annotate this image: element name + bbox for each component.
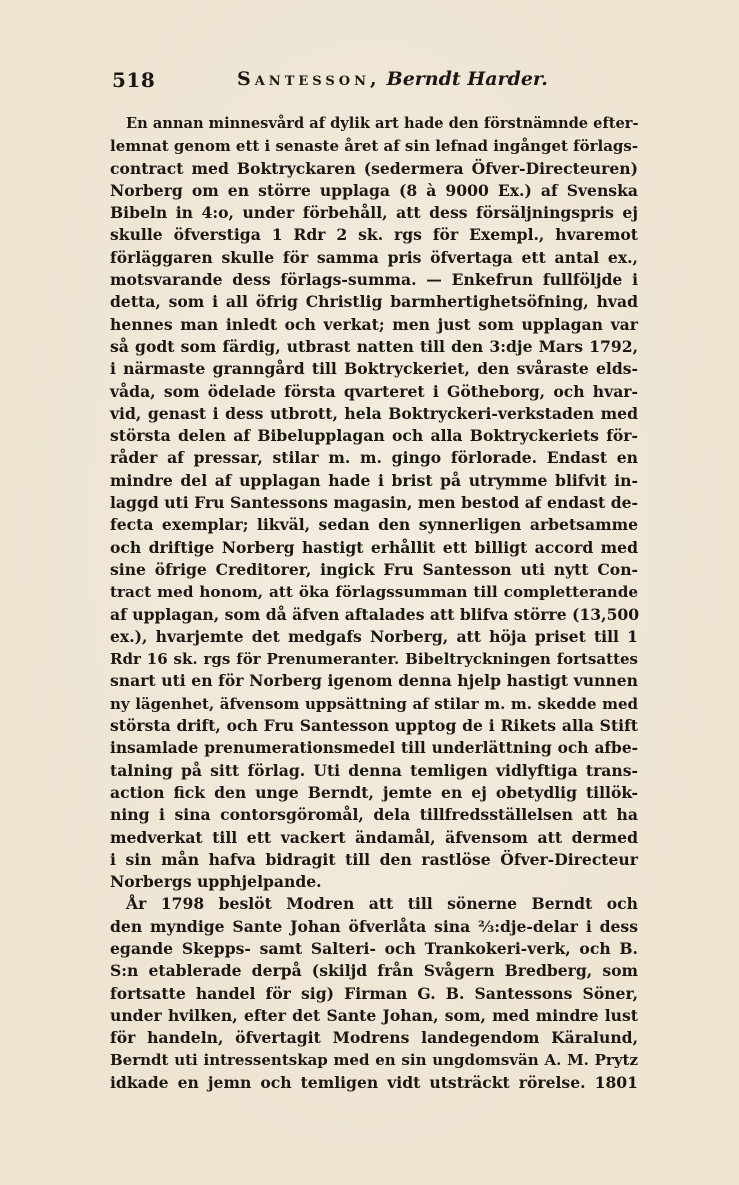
text-line: förläggaren skulle för samma pris öfvertaga ett antal ex., [110,247,638,267]
text-line: så godt som färdig, utbrast natten till den 3:dje Mars 1792, [110,336,638,356]
text-line: skulle öfverstiga 1 Rdr 2 sk. rgs för Exempl., hvaremot [110,225,638,245]
text-line: insamlade prenumerationsmedel till underlättning och afbe- [110,739,638,758]
text-line: laggd uti Fru Santessons magasin, men bestod af endast de- [110,493,638,513]
running-head-given-names: Berndt Harder. [386,68,548,90]
text-line: En annan minnesvård af dylik art hade den förstnämnde efter- [126,115,639,132]
text-line: År 1798 beslöt Modren att till sönerne Berndt och [126,894,638,914]
text-line: ning i sina contorsgöromål, dela tillfredsställelsen att ha [110,805,638,825]
text-line: snart uti en för Norberg igenom denna hjelp hastigt vunnen [110,671,638,691]
page-header [112,68,632,98]
text-line: motsvarande dess förlags-summa. — Enkefrun fullföljde i [110,270,638,290]
text-line: S:n etablerade derpå (skiljd från Svågern Bredberg, som [110,961,638,981]
text-line: i sin mån hafva bidragit till den rastlöse Öfver-Directeur [110,849,638,869]
text-line: våda, som ödelade första qvarteret i Götheborg, och hvar- [110,381,638,401]
text-line: lemnat genom ett i senaste året af sin lefnad ingånget förlags- [110,137,639,156]
text-line: Bibeln in 4:o, under förbehåll, att dess försäljningspris ej [110,203,638,223]
text-line: Berndt uti intressentskap med en sin ungdomsvän A. M. Prytz [110,1051,638,1070]
text-line: råder af pressar, stilar m. m. gingo förlorade. Endast en [110,448,638,468]
text-line: den myndige Sante Johan öfverlåta sina ⅔:dje-delar i dess [110,916,638,936]
text-line: contract med Boktryckaren (sedermera Öfver-Directeuren) [110,158,638,178]
text-line: fortsatte handel för sig) Firman G. B. Santessons Söner, [110,983,638,1003]
running-head-surname: Santesson, [237,68,381,90]
text-line: i närmaste granngård till Boktryckeriet, den svåraste elds- [110,359,638,379]
text-line: fecta exemplar; likväl, sedan den synnerligen arbetsamme [110,515,638,535]
text-line: och driftige Norberg hastigt erhållit ett billigt accord med [110,537,638,557]
text-line: för handeln, öfvertagit Modrens landegendom Käralund, [110,1028,638,1048]
text-line: talning på sitt förlag. Uti denna temligen vidlyftiga trans- [110,760,638,780]
text-line: Norberg om en större upplaga (8 à 9000 Ex.) af Svenska [110,180,638,200]
text-line: ex.), hvarjemte det medgafs Norberg, att höja priset till 1 [110,626,638,646]
text-line: egande Skepps- samt Salteri- och Trankokeri-verk, och B. [110,938,638,958]
text-line: Rdr 16 sk. rgs för Prenumeranter. Bibeltryckningen fortsattes [110,650,638,669]
text-line: ny lägenhet, äfvensom uppsättning af stilar m. m. skedde med [110,694,638,713]
page-number: 518 [112,68,156,92]
text-line: hennes man inledt och verkat; men just som upplagan var [110,314,638,334]
text-line: under hvilken, efter det Sante Johan, som, med mindre lust [110,1005,638,1025]
text-line: Norbergs upphjelpande. [110,872,322,892]
body-text [110,113,638,1094]
text-line: tract med honom, att öka förlagssumman till completterande [110,583,638,602]
text-line: vid, genast i dess utbrott, hela Boktryckeri-verkstaden med [110,403,638,423]
text-line: sine öfrige Creditorer, ingick Fru Santesson uti nytt Con- [110,559,638,579]
text-line: idkade en jemn och temligen vidt utsträckt rörelse. 1801 [110,1072,638,1092]
text-line: största drift, och Fru Santesson upptog de i Rikets alla Stift [110,716,638,736]
text-line: af upplagan, som då äfven aftalades att blifva större (13,500 [110,604,640,624]
text-line: medverkat till ett vackert ändamål, äfvensom att dermed [110,827,638,847]
running-head [237,68,548,90]
text-line: största delen af Bibelupplagan och alla Boktryckeriets för- [110,426,638,446]
text-line: detta, som i all öfrig Christlig barmhertighetsöfning, hvad [110,292,638,312]
text-line: action fick den unge Berndt, jemte en ej obetydlig tillök- [110,782,638,802]
text-line: mindre del af upplagan hade i brist på utrymme blifvit in- [110,470,638,490]
